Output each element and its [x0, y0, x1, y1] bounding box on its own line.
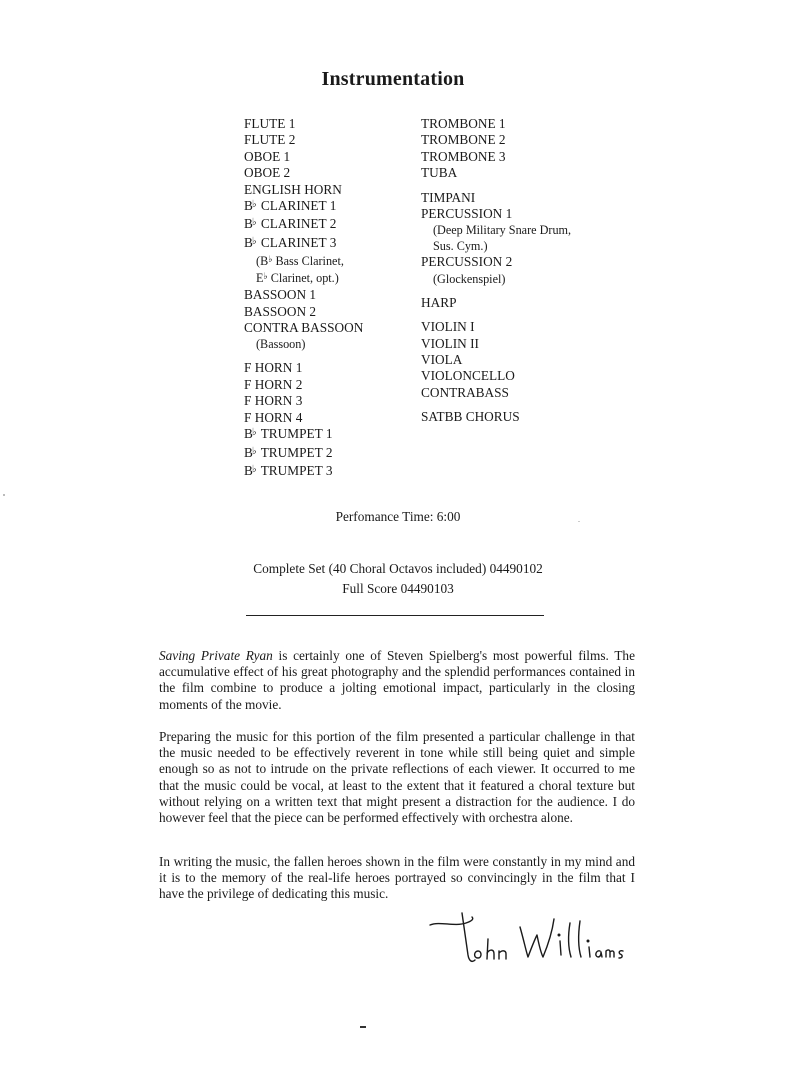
- flat-sign: ♭: [251, 445, 257, 457]
- flat-sign: ♭: [251, 235, 257, 247]
- page-title: Instrumentation: [321, 68, 465, 90]
- instrument-item: ENGLISH HORN: [244, 181, 342, 197]
- scan-speck: [3, 494, 5, 496]
- instrument-group: [421, 409, 641, 425]
- instrument-item: PERCUSSION 2: [421, 254, 513, 270]
- instrument-item: TIMPANI: [421, 189, 476, 205]
- instrument-item: BASSOON 1: [244, 287, 317, 303]
- instrument-note: E♭ Clarinet, opt.): [256, 271, 339, 286]
- program-note-paragraph-2: Preparing the music for this portion of the film presented a particular challenge in that the music needed to be effectively reverent in tone while still being quiet and simple enough so as not to intrude on the private reflections of each viewer. It occurred to me that the music could be vocal, at least to the extent that it featured a choral texture but without relying on a written text that might present a distraction for the audience. I do however feel that the piece can be performed effectively with orchestra alone.: [159, 729, 635, 826]
- instrument-note: (Deep Military Snare Drum,: [433, 223, 572, 238]
- instrument-item: CONTRA BASSOON: [244, 320, 364, 336]
- instrument-item: OBOE 1: [244, 148, 291, 164]
- instrument-group: [421, 190, 641, 287]
- instrument-item: TROMBONE 2: [421, 132, 506, 148]
- performance-time: Perfomance Time: 6:00: [335, 509, 461, 524]
- instrument-group: [421, 319, 641, 401]
- page-mark: [360, 1026, 366, 1028]
- instrument-item: SATBB CHORUS: [421, 409, 520, 425]
- instrument-item: VIOLA: [421, 352, 463, 368]
- divider-line: [246, 615, 544, 616]
- instrument-group: [421, 116, 641, 182]
- program-note-paragraph-1: [159, 648, 635, 713]
- instrument-item: B♭ TRUMPET 1: [244, 426, 333, 442]
- instrument-item: FLUTE 1: [244, 116, 296, 131]
- instrument-note: Sus. Cym.): [433, 239, 488, 254]
- instrument-item: CONTRABASS: [421, 384, 509, 400]
- instrument-item: F HORN 2: [244, 376, 303, 392]
- flat-sign: ♭: [251, 427, 257, 439]
- film-title: Saving Private Ryan: [159, 648, 273, 663]
- instrument-group: [244, 116, 414, 352]
- flat-sign: ♭: [251, 463, 257, 475]
- instrument-item: FLUTE 2: [244, 132, 296, 148]
- instrument-item: VIOLONCELLO: [421, 368, 515, 384]
- instrument-item: OBOE 2: [244, 165, 291, 181]
- instrument-note: (Bassoon): [256, 337, 306, 352]
- complete-set-info: Complete Set (40 Choral Octavos included) 04490102: [253, 561, 543, 576]
- instrument-item: B♭ CLARINET 2: [244, 216, 337, 232]
- instrument-item: BASSOON 2: [244, 303, 317, 319]
- instrument-item: B♭ CLARINET 1: [244, 198, 337, 214]
- instrument-item: B♭ CLARINET 3: [244, 234, 337, 250]
- full-score-info: Full Score 04490103: [342, 581, 454, 596]
- instrument-note: (Glockenspiel): [433, 271, 506, 286]
- program-note-paragraph-3: In writing the music, the fallen heroes shown in the film were constantly in my mind and it is to the memory of the real-life heroes portrayed so convincingly in the film that I have the privilege of dedicating this music.: [159, 854, 635, 902]
- scan-speck: [578, 521, 580, 522]
- flat-sign: ♭: [251, 217, 257, 229]
- instrument-item: PERCUSSION 1: [421, 206, 513, 222]
- instrument-item: VIOLIN II: [421, 335, 479, 351]
- instrument-item: TUBA: [421, 165, 458, 181]
- instrument-note: (B♭ Bass Clarinet,: [256, 254, 344, 269]
- instrument-item: B♭ TRUMPET 2: [244, 444, 333, 460]
- instrument-group: [244, 360, 414, 481]
- instrument-list-right: [421, 116, 641, 426]
- instrument-item: TROMBONE 1: [421, 116, 506, 131]
- flat-sign: ♭: [263, 271, 268, 282]
- flat-sign: ♭: [268, 254, 273, 265]
- instrument-item: B♭ TRUMPET 3: [244, 462, 333, 478]
- flat-sign: ♭: [251, 199, 257, 211]
- instrument-item: VIOLIN I: [421, 319, 475, 335]
- instrument-item: F HORN 4: [244, 409, 303, 425]
- instrument-group: [421, 295, 641, 311]
- instrument-item: F HORN 1: [244, 360, 303, 376]
- instrument-list-left: [244, 116, 414, 481]
- handwritten-signature: [428, 905, 638, 975]
- instrument-item: F HORN 3: [244, 393, 303, 409]
- instrument-item: HARP: [421, 294, 457, 310]
- paragraph-1-text: is certainly one of Steven Spielberg's most powerful films. The accumulative effect of his great photography and the splendid performances contained in the film combine to produce a jolting emotional impact, particularly in the closing moments of the movie.: [159, 648, 635, 712]
- instrument-item: TROMBONE 3: [421, 148, 506, 164]
